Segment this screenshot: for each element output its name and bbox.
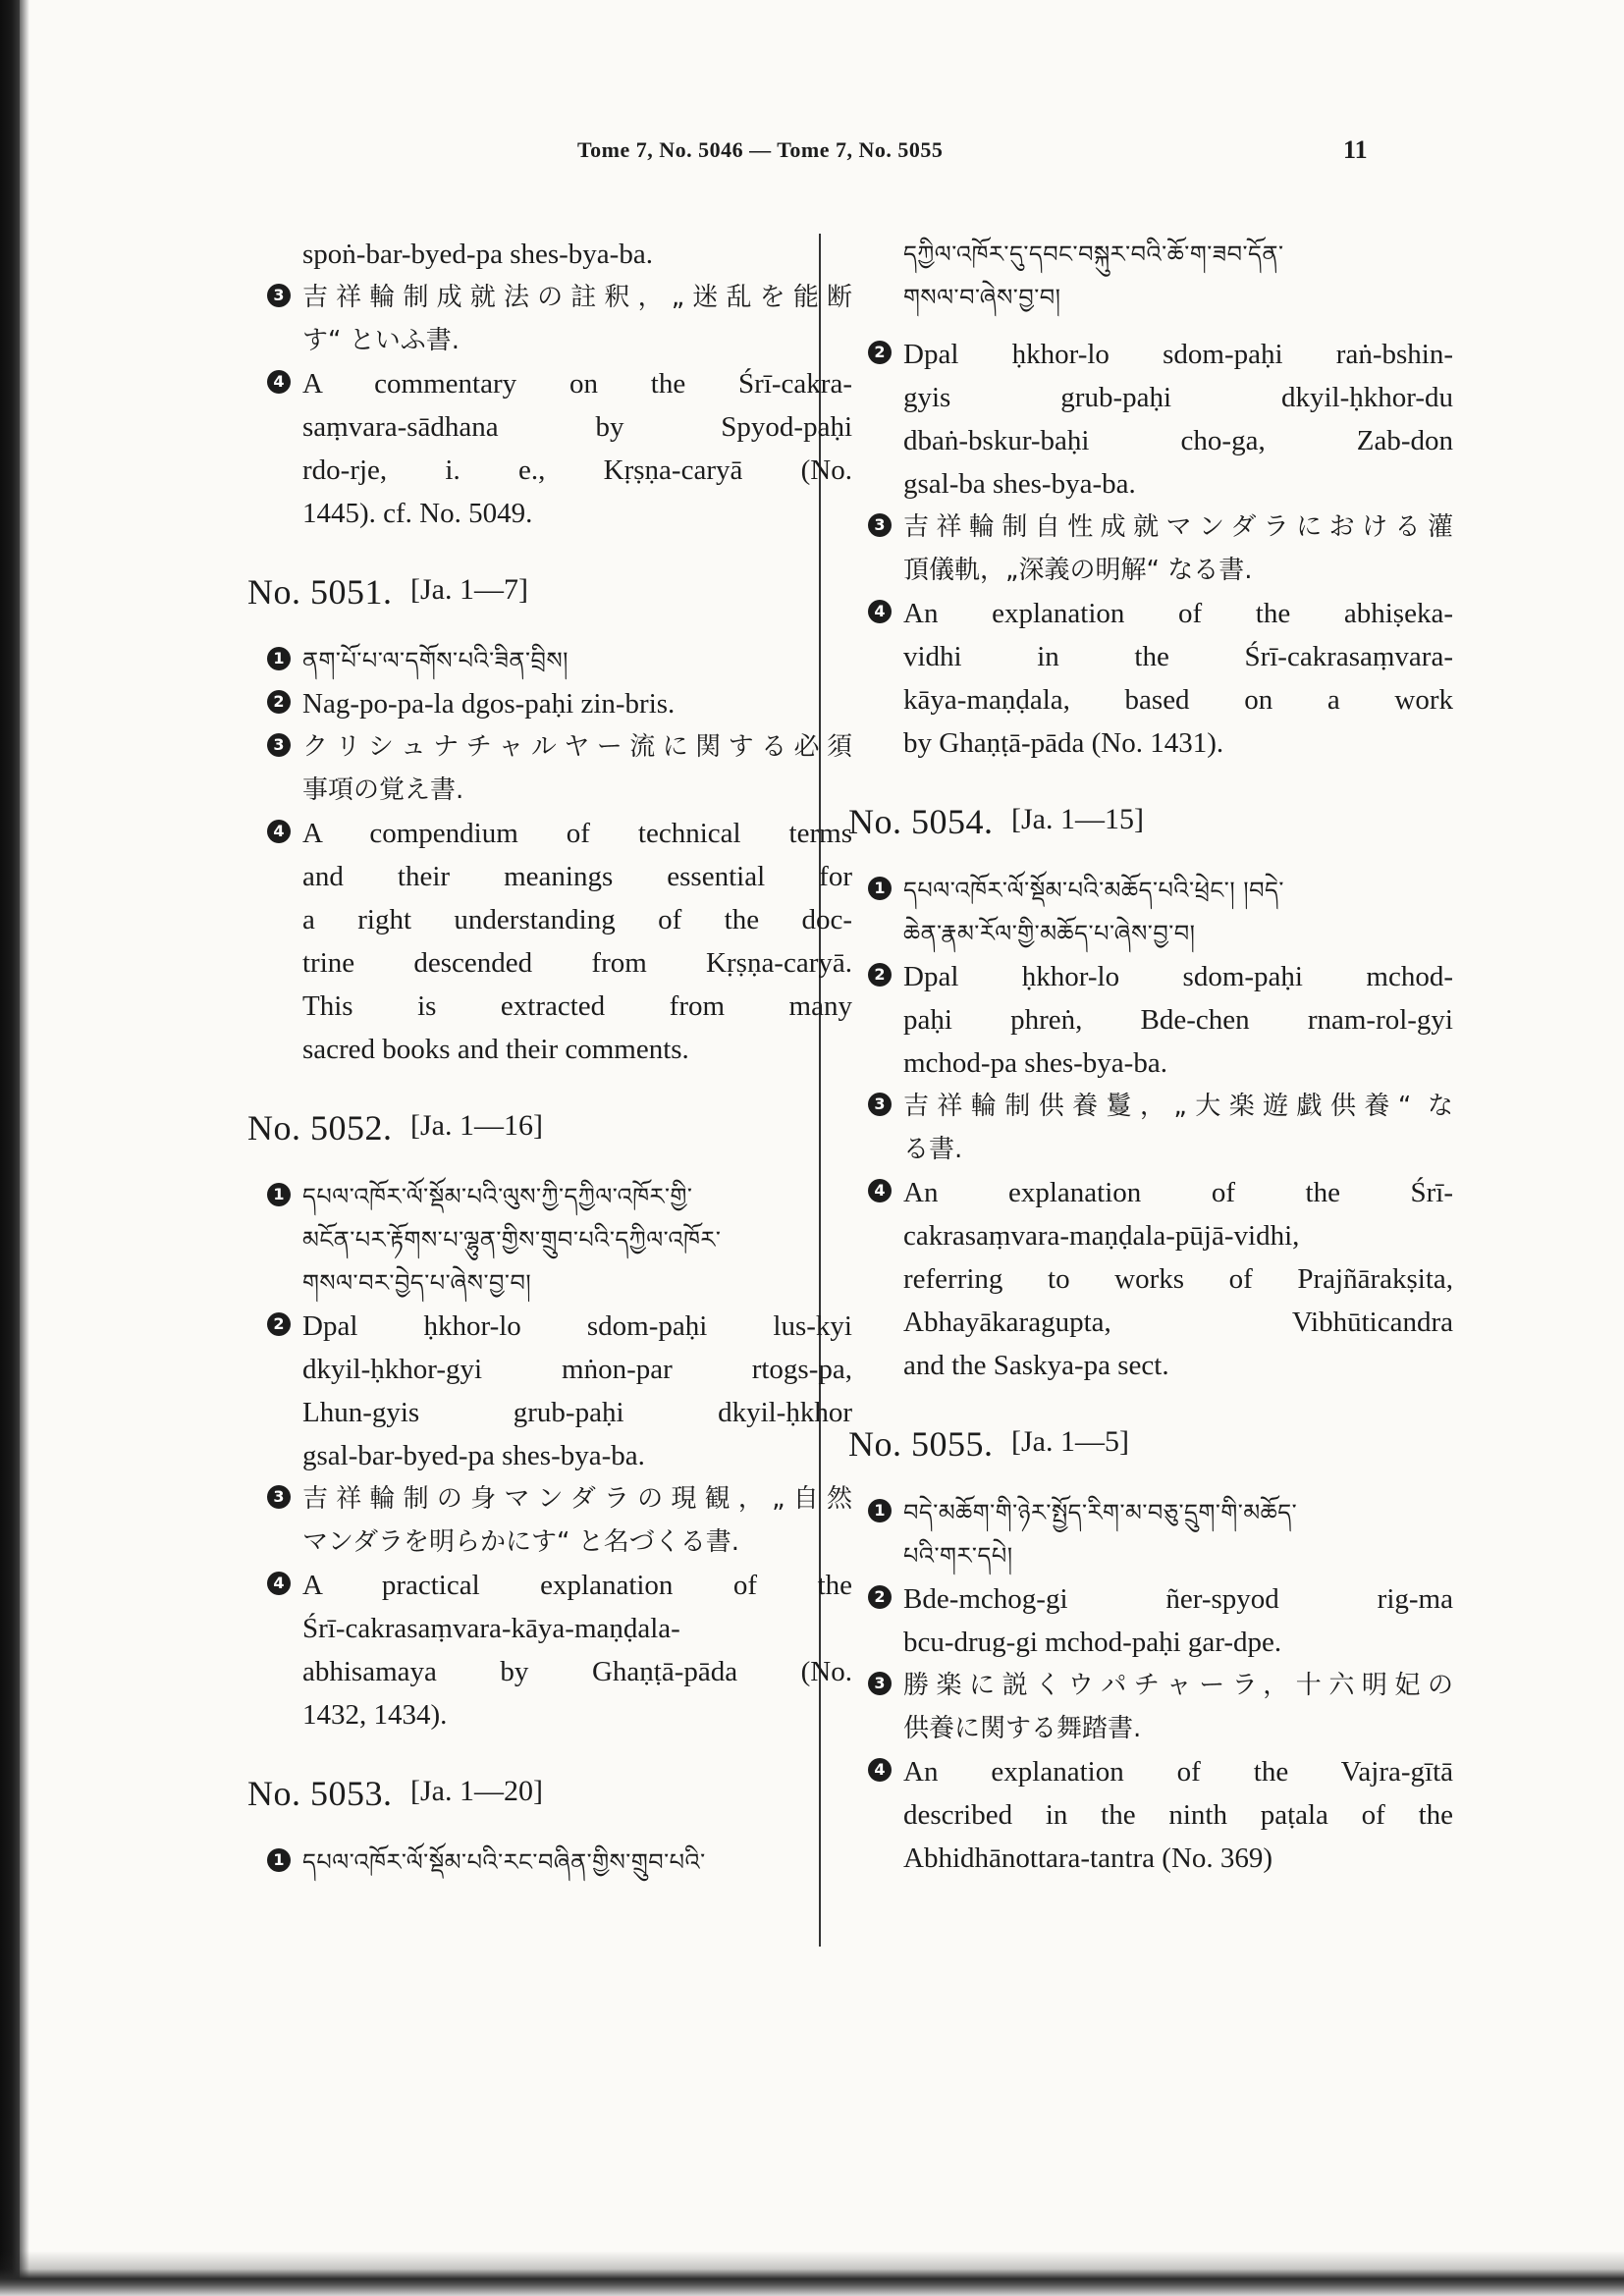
tib-line: དཔལ་འཁོར་ལོ་སྡོམ་པའི་མཆོད་པའི་ཕྲེང་། །བདེ་	[903, 877, 1284, 904]
marker-1-icon: 1	[868, 1499, 892, 1522]
item-transliteration	[874, 955, 1453, 1085]
translit-line: dkyil-ḥkhor-gyi mṅon-par rtogs-pa,	[302, 1354, 852, 1385]
tib-line: གསལ་བ་ཞེས་བྱ་བ།	[903, 284, 1061, 311]
item-transliteration	[874, 1577, 1453, 1664]
entry-header-5051	[247, 564, 852, 623]
translit-line: gyis grub-paḥi dkyil-ḥkhor-du	[903, 382, 1453, 413]
entry-header-5055	[848, 1416, 1453, 1475]
translit-line: Dpal ḥkhor-lo sdom-paḥi mchod-	[903, 961, 1453, 992]
marker-1-icon: 1	[267, 1183, 291, 1206]
jp-line: 勝楽に説くウパチャーラ，十六明妃の	[903, 1671, 1453, 1700]
entry-header-5053	[247, 1766, 852, 1825]
item-japanese	[874, 1664, 1453, 1750]
item-english	[273, 812, 852, 1071]
marker-4-icon: 4	[267, 820, 291, 843]
right-column	[848, 233, 1453, 1880]
jp-line: 頂儀軌，„深義の明解“ なる書.	[903, 556, 1253, 585]
en-line: by Ghaṇṭā-pāda (No. 1431).	[903, 727, 1224, 759]
tib-line: མངོན་པར་རྟོགས་པ་ལྷུན་གྱིས་གྲུབ་པའི་དཀྱིལ་འཁོར་	[302, 1226, 722, 1254]
en-line: referring to works of Prajñārakṣita,	[903, 1263, 1453, 1295]
item-english	[273, 1564, 852, 1736]
jp-line: 事項の覚え書.	[302, 775, 464, 805]
en-line: 1432, 1434).	[302, 1699, 448, 1731]
marker-3-icon: 3	[267, 1485, 291, 1509]
translit-line: Lhun-gyis grub-paḥi dkyil-ḥkhor	[302, 1397, 852, 1428]
entry-header-5052	[247, 1100, 852, 1159]
en-line: described in the ninth paṭala of the	[903, 1799, 1453, 1831]
tib-line: བདེ་མཆོག་གི་ཉེར་སྤྱོད་རིག་མ་བཅུ་དྲུག་གི་མཆོད་	[903, 1499, 1298, 1526]
item-japanese	[874, 506, 1453, 592]
scan-edge-left	[0, 0, 20, 2296]
marker-4-icon: 4	[267, 1572, 291, 1595]
en-line: rdo-rje, i. e., Kṛṣṇa-caryā (No.	[302, 454, 852, 486]
marker-4-icon: 4	[868, 600, 892, 623]
running-header: Tome 7, No. 5046 — Tome 7, No. 5055	[577, 137, 944, 162]
en-line: saṃvara-sādhana by Spyod-paḥi	[302, 411, 852, 443]
continued-line: spoṅ-bar-byed-pa shes-bya-ba.	[302, 239, 653, 270]
tib-line: ནག་པོ་པ་ལ་དགོས་པའི་ཟིན་བྲིས།	[302, 647, 568, 674]
en-line: A compendium of technical terms	[302, 818, 852, 849]
marker-3-icon: 3	[267, 733, 291, 757]
entry-number: No. 5055.	[848, 1424, 994, 1464]
marker-1-icon: 1	[267, 1848, 291, 1872]
jp-line: す“ といふ書.	[302, 326, 460, 355]
marker-1-icon: 1	[267, 647, 291, 670]
en-line: Abhayākaragupta, Vibhūticandra	[903, 1307, 1453, 1338]
entry-header-5054	[848, 794, 1453, 853]
item-japanese	[874, 1085, 1453, 1171]
item-english	[874, 1171, 1453, 1387]
entry-reference: [Ja. 1—15]	[1011, 803, 1144, 835]
item-tibetan	[874, 1491, 1453, 1577]
en-line: kāya-maṇḍala, based on a work	[903, 684, 1453, 716]
translit-line: Bde-mchog-gi ñer-spyod rig-ma	[903, 1583, 1453, 1615]
item-japanese	[273, 725, 852, 812]
translit-line: dbaṅ-bskur-baḥi cho-ga, Zab-don	[903, 425, 1453, 456]
en-line: An explanation of the abhiṣeka-	[903, 598, 1453, 629]
jp-line: 供養に関する舞踏書.	[903, 1714, 1142, 1743]
item-tibetan	[874, 869, 1453, 955]
item-japanese	[273, 1477, 852, 1564]
item-transliteration	[273, 682, 852, 725]
en-line: a right understanding of the doc-	[302, 904, 852, 935]
jp-line: る書.	[903, 1135, 963, 1164]
en-line: and the Saskya-pa sect.	[903, 1350, 1169, 1381]
tib-line: དཀྱིལ་འཁོར་དུ་དབང་བསྐུར་བའི་ཆོ་ག་ཟབ་དོན་	[903, 240, 1284, 268]
tib-line: པའི་གར་དཔེ།	[903, 1542, 1013, 1570]
en-line: and their meanings essential for	[302, 861, 852, 892]
marker-3-icon: 3	[267, 284, 291, 307]
translit-line: paḥi phreṅ, Bde-chen rnam-rol-gyi	[903, 1004, 1453, 1036]
item-tibetan	[273, 639, 852, 682]
item-tibetan	[273, 1841, 852, 1884]
marker-2-icon: 2	[267, 1312, 291, 1336]
jp-line: クリシュナチャルヤー流に関する必須	[302, 732, 852, 762]
marker-2-icon: 2	[868, 1585, 892, 1609]
translit-line: Dpal ḥkhor-lo sdom-paḥi raṅ-bshin-	[903, 339, 1453, 370]
entry-number: No. 5051.	[247, 572, 393, 612]
page-number: 11	[1343, 135, 1368, 164]
translit-line: Dpal ḥkhor-lo sdom-paḥi lus-kyi	[302, 1310, 852, 1342]
item-english	[874, 592, 1453, 765]
item-english	[273, 362, 852, 535]
translit-line: bcu-drug-gi mchod-paḥi gar-dpe.	[903, 1627, 1282, 1658]
en-line: Abhidhānottara-tantra (No. 369)	[903, 1842, 1273, 1874]
tib-line: དཔལ་འཁོར་ལོ་སྡོམ་པའི་རང་བཞིན་གྱིས་གྲུབ་པའི་	[302, 1848, 706, 1876]
en-line: vidhi in the Śrī-cakrasaṃvara-	[903, 641, 1453, 672]
translit-line: gsal-ba shes-bya-ba.	[903, 468, 1136, 500]
en-line: A commentary on the Śrī-cakra-	[302, 368, 852, 400]
en-line: An explanation of the Śrī-	[903, 1177, 1453, 1208]
item-tibetan	[273, 1175, 852, 1305]
item-japanese	[273, 276, 852, 362]
marker-2-icon: 2	[868, 341, 892, 364]
marker-2-icon: 2	[868, 963, 892, 987]
marker-4-icon: 4	[868, 1179, 892, 1202]
entry-number: No. 5054.	[848, 802, 994, 841]
item-transliteration	[874, 333, 1453, 506]
en-line: cakrasaṃvara-maṇḍala-pūjā-vidhi,	[903, 1220, 1300, 1252]
tib-line: དཔལ་འཁོར་ལོ་སྡོམ་པའི་ལུས་ཀྱི་དཀྱིལ་འཁོར་གྱི་	[302, 1183, 693, 1210]
en-line: This is extracted from many	[302, 990, 852, 1022]
en-line: Śrī-cakrasaṃvara-kāya-maṇḍala-	[302, 1613, 680, 1644]
entry-reference: [Ja. 1—5]	[1011, 1425, 1129, 1458]
entry-reference: [Ja. 1—7]	[410, 573, 528, 606]
marker-4-icon: 4	[868, 1758, 892, 1782]
jp-line: 吉祥輪制供養鬘，„大楽遊戯供養“ な	[903, 1092, 1453, 1121]
en-line: sacred books and their comments.	[302, 1034, 689, 1065]
en-line: trine descended from Kṛṣṇa-caryā.	[302, 947, 852, 979]
marker-2-icon: 2	[267, 690, 291, 714]
item-english	[874, 1750, 1453, 1880]
scan-edge-bottom	[0, 2251, 1624, 2296]
en-line: A practical explanation of the	[302, 1570, 852, 1601]
translit-line: gsal-bar-byed-pa shes-bya-ba.	[302, 1440, 645, 1471]
entry-number: No. 5053.	[247, 1774, 393, 1813]
translit-line: Nag-po-pa-la dgos-paḥi zin-bris.	[302, 688, 676, 720]
scan-edge-shade	[20, 0, 29, 2296]
marker-3-icon: 3	[868, 513, 892, 537]
jp-line: 吉祥輪制自性成就マンダラにおける灌	[903, 512, 1453, 542]
left-column	[247, 233, 852, 1884]
entry-number: No. 5052.	[247, 1108, 393, 1148]
tib-line: གསལ་བར་བྱེད་པ་ཞེས་བྱ་བ།	[302, 1269, 532, 1297]
jp-line: マンダラを明らかにす“ と名づくる書.	[302, 1527, 739, 1557]
en-line: abhisamaya by Ghaṇṭā-pāda (No.	[302, 1656, 852, 1687]
tib-line: ཆེན་རྣམ་རོལ་གྱི་མཆོད་པ་ཞེས་བྱ་བ།	[903, 920, 1196, 947]
jp-line: 吉祥輪制の身マンダラの現観，„自然	[302, 1484, 852, 1514]
translit-line: mchod-pa shes-bya-ba.	[903, 1047, 1167, 1079]
item-transliteration	[273, 1305, 852, 1477]
en-line: An explanation of the Vajra-gītā	[903, 1756, 1453, 1788]
en-line: 1445). cf. No. 5049.	[302, 498, 533, 529]
marker-1-icon: 1	[868, 877, 892, 900]
marker-3-icon: 3	[868, 1093, 892, 1116]
jp-line: 吉祥輪制成就法の註釈，„迷乱を能断	[302, 283, 852, 312]
entry-reference: [Ja. 1—16]	[410, 1109, 543, 1142]
entry-reference: [Ja. 1—20]	[410, 1775, 543, 1807]
marker-3-icon: 3	[868, 1672, 892, 1695]
marker-4-icon: 4	[267, 370, 291, 394]
